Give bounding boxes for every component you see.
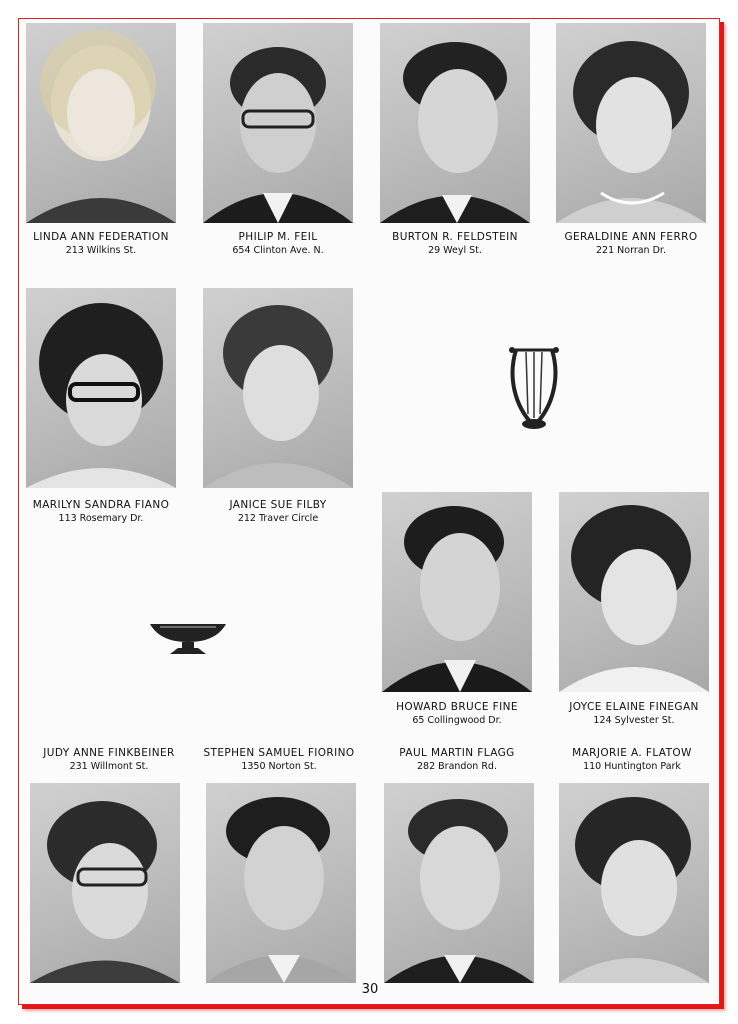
student-name: JANICE SUE FILBY	[229, 499, 327, 511]
student-caption	[193, 230, 363, 257]
student-caption	[24, 746, 194, 773]
student-name: MARILYN SANDRA FIANO	[32, 499, 170, 511]
student-photo-fiorino	[206, 783, 356, 983]
student-caption	[194, 746, 364, 773]
student-name: GERALDINE ANN FERRO	[564, 231, 698, 243]
student-caption	[549, 700, 719, 727]
student-address: 213 Wilkins St.	[65, 245, 137, 256]
student-name: HOWARD BRUCE FINE	[396, 701, 518, 713]
lyre-icon	[506, 336, 562, 434]
student-address: 282 Brandon Rd.	[417, 761, 497, 772]
student-name: MARJORIE A. FLATOW	[572, 747, 692, 759]
student-name: PAUL MARTIN FLAGG	[399, 747, 515, 759]
student-photo-finkbeiner	[30, 783, 180, 983]
student-name: JOYCE ELAINE FINEGAN	[569, 701, 699, 713]
student-address: 221 Norran Dr.	[596, 245, 666, 256]
student-name: PHILIP M. FEIL	[238, 231, 318, 243]
student-caption	[370, 230, 540, 257]
student-photo-flagg	[384, 783, 534, 983]
student-photo-federation	[26, 23, 176, 223]
student-address: 654 Clinton Ave. N.	[232, 245, 324, 256]
student-address: 212 Traver Circle	[237, 513, 319, 524]
student-caption	[193, 498, 363, 525]
student-name: JUDY ANNE FINKBEINER	[43, 747, 175, 759]
student-photo-fiano	[26, 288, 176, 488]
student-address: 65 Collingwood Dr.	[412, 715, 502, 726]
student-photo-feil	[203, 23, 353, 223]
student-caption	[547, 746, 717, 773]
student-address: 124 Sylvester St.	[593, 715, 675, 726]
student-caption	[16, 498, 186, 525]
student-address: 1350 Norton St.	[241, 761, 317, 772]
student-photo-ferro	[556, 23, 706, 223]
student-name: LINDA ANN FEDERATION	[33, 231, 169, 243]
student-address: 113 Rosemary Dr.	[58, 513, 144, 524]
student-photo-filby	[203, 288, 353, 488]
student-name: STEPHEN SAMUEL FIORINO	[203, 747, 355, 759]
student-photo-feldstein	[380, 23, 530, 223]
student-caption	[372, 746, 542, 773]
student-caption	[546, 230, 716, 257]
student-photo-fine	[382, 492, 532, 692]
student-address: 231 Willmont St.	[69, 761, 149, 772]
student-photo-finegan	[559, 492, 709, 692]
student-address: 110 Huntington Park	[583, 761, 681, 772]
bowl-icon	[148, 618, 228, 656]
student-caption	[372, 700, 542, 727]
student-address: 29 Weyl St.	[428, 245, 482, 256]
student-caption	[16, 230, 186, 257]
student-name: BURTON R. FELDSTEIN	[392, 231, 518, 243]
page-number: 30	[361, 982, 379, 997]
student-photo-flatow	[559, 783, 709, 983]
